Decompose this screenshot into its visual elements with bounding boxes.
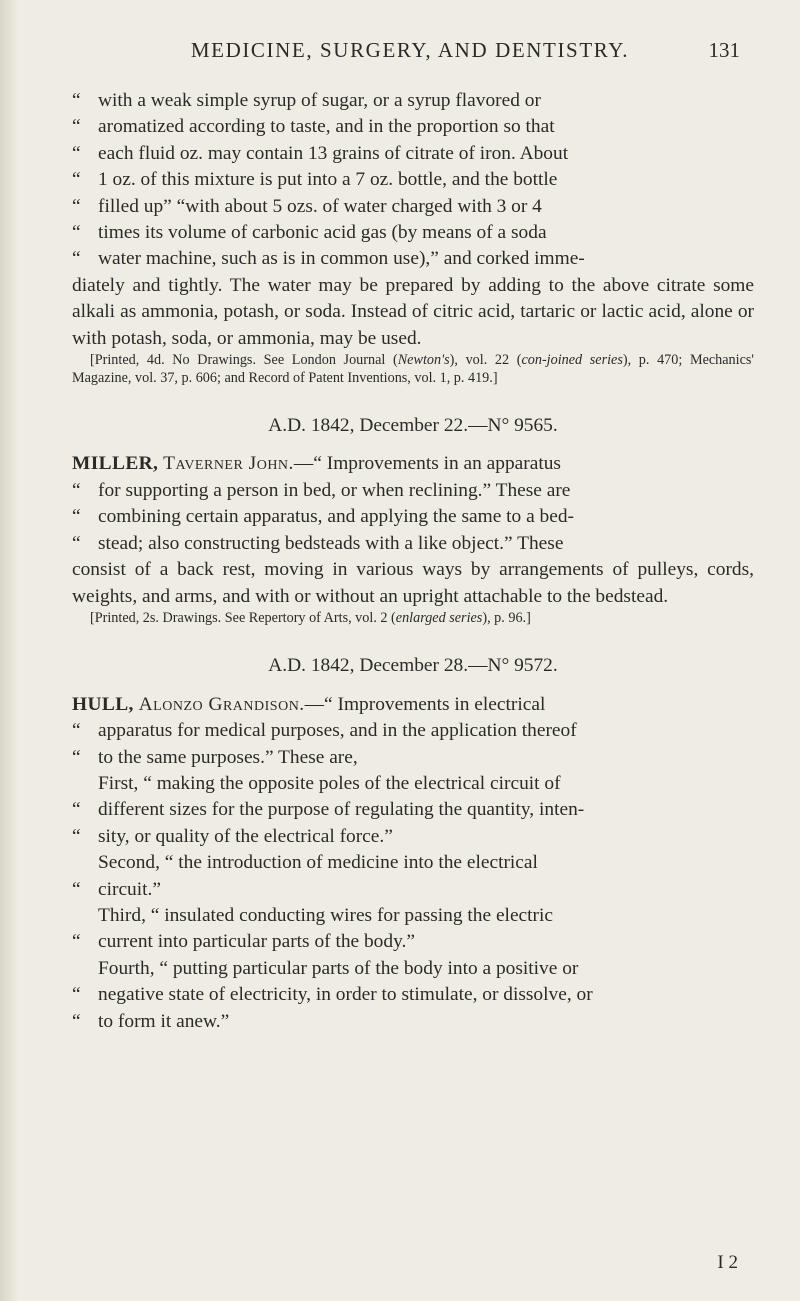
quote-line: “ apparatus for medical purposes, and in the application thereof xyxy=(72,718,754,744)
quote-line: “ with a weak simple syrup of sugar, or a syrup flavored or xyxy=(72,88,754,114)
quote-line: “ to the same purposes.” These are, xyxy=(72,745,754,771)
quote-line: “ stead; also constructing bedsteads with a like object.” These xyxy=(72,531,754,557)
quote-line: “ for supporting a person in bed, or when reclining.” These are xyxy=(72,478,754,504)
printing-note: [Printed, 2s. Drawings. See Repertory of Arts, vol. 2 (enlarged series), p. 96.] xyxy=(90,609,531,626)
running-head: MEDICINE, SURGERY, AND DENTISTRY. xyxy=(190,38,630,62)
claim-first: First, “ making the opposite poles of the electrical circuit of xyxy=(98,773,561,795)
page-number: 131 xyxy=(708,38,740,62)
claim-second: Second, “ the introduction of medicine into the electrical xyxy=(98,852,538,874)
patentee-forename: Taverner John. xyxy=(163,453,294,475)
signature-mark: I 2 xyxy=(717,1252,738,1273)
quote-line: “ circuit.” xyxy=(72,877,754,903)
quote-line: “ negative state of electricity, in order to stimulate, or dissolve, or xyxy=(72,982,754,1008)
body-paragraph: consist of a back rest, moving in various ways by arrangements of pulleys, cords, weights, and arms, and with or without an upright attachable to the bedstead. xyxy=(72,559,754,607)
body-paragraph: diately and tightly. The water may be prepared by adding to the above citrate some alkali as ammonia, potash, or soda. Instead of citric acid, tartaric or lactic acid, alone or with potash, soda, or ammonia, may be used. xyxy=(72,274,754,349)
quote-line: “ aromatized according to taste, and in the proportion so that xyxy=(72,114,754,140)
quote-line: “ times its volume of carbonic acid gas (by means of a soda xyxy=(72,220,754,246)
quote-line: “ each fluid oz. may contain 13 grains of citrate of iron. About xyxy=(72,141,754,167)
entry-heading: HULL, Alonzo Grandison.—“ Improvements in electrical xyxy=(72,693,546,715)
entry-date: A.D. 1842, December 22.—N° 9565. xyxy=(268,415,558,437)
claim-fourth: Fourth, “ putting particular parts of the body into a positive or xyxy=(98,957,579,979)
quote-line: “ to form it anew.” xyxy=(72,1009,754,1035)
quote-line: “ different sizes for the purpose of regulating the quantity, inten- xyxy=(72,797,754,823)
quote-line: “ 1 oz. of this mixture is put into a 7 oz. bottle, and the bottle xyxy=(72,167,754,193)
page-header xyxy=(80,38,740,68)
page-body xyxy=(72,88,754,1035)
patentee-surname: HULL, xyxy=(72,693,134,715)
quote-line: “ water machine, such as is in common use),” and corked imme- xyxy=(72,246,754,272)
quote-line: “ current into particular parts of the body.” xyxy=(72,929,754,955)
patentee-surname: MILLER, xyxy=(72,453,159,475)
quote-line: “ sity, or quality of the electrical force.” xyxy=(72,824,754,850)
entry-heading: MILLER, Taverner John.—“ Improvements in an apparatus xyxy=(72,453,561,475)
quote-line: “ combining certain apparatus, and applying the same to a bed- xyxy=(72,504,754,530)
printing-note: [Printed, 4d. No Drawings. See London Journal (Newton's), vol. 22 (con-joined series), p. 470; Mechanics' Magazine, vol. 37, p. 606; and Record of Patent Inventions, vol. 1, p. 419.] xyxy=(72,352,754,386)
entry-date: A.D. 1842, December 28.—N° 9572. xyxy=(268,655,558,677)
patentee-forename: Alonzo Grandison. xyxy=(138,693,305,715)
claim-third: Third, “ insulated conducting wires for passing the electric xyxy=(98,905,553,927)
page-edge-shadow xyxy=(0,0,18,1301)
quote-line: “ filled up” “with about 5 ozs. of water charged with 3 or 4 xyxy=(72,194,754,220)
